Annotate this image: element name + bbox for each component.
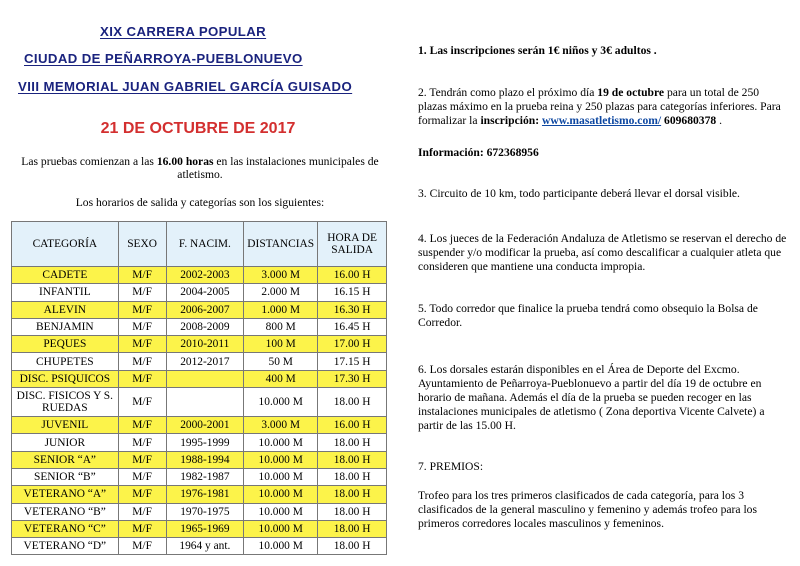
cell-distancia: 50 M xyxy=(244,353,318,370)
table-row xyxy=(12,486,387,503)
registration-link[interactable]: www.masatletismo.com/ xyxy=(541,114,662,127)
table-row xyxy=(12,284,387,301)
table-row xyxy=(12,434,387,451)
cell-fecha: 1995-1999 xyxy=(166,434,244,451)
cell-categoria: SENIOR “A” xyxy=(12,451,119,468)
cell-distancia: 3.000 M xyxy=(244,267,318,284)
table-row xyxy=(12,336,387,353)
cell-fecha: 2008-2009 xyxy=(166,318,244,335)
cell-hora: 18.00 H xyxy=(318,434,387,451)
rule2-end: . xyxy=(716,114,722,127)
cell-fecha xyxy=(166,388,244,417)
rule-bib-pickup: 6. Los dorsales estarán disponibles en el Área de Deporte del Excmo. Ayuntamiento de Peñarroya-Pueblonuevo a partir del día 19 de octubre en horario de mañana. Además el día de la prueba se pueden recoger en las instalaciones municipales de atletismo ( Zona deportiva Vicente Calvete) a partir de las 15.00 H. xyxy=(418,363,765,432)
prizes-text: Trofeo para los tres primeros clasificados de cada categoría, para los 3 clasificados de la general masculino y femenino y además trofeo para los primeros corredores locales masculinos y femeninos. xyxy=(418,489,757,530)
cell-distancia: 800 M xyxy=(244,318,318,335)
cell-hora: 17.00 H xyxy=(318,336,387,353)
rule-registration-fee: 1. Las inscripciones serán 1€ niños y 3€ adultos . xyxy=(418,44,657,57)
header-hora-salida: HORA DE SALIDA xyxy=(318,222,387,267)
cell-categoria: DISC. FISICOS Y S. RUEDAS xyxy=(12,388,119,417)
cell-categoria: INFANTIL xyxy=(12,284,119,301)
cell-distancia: 10.000 M xyxy=(244,538,318,555)
cell-fecha: 1982-1987 xyxy=(166,468,244,485)
cell-sexo: M/F xyxy=(118,353,166,370)
table-header-row xyxy=(12,222,387,267)
rule2-date: 19 de octubre xyxy=(597,86,665,99)
event-date: 21 DE OCTUBRE DE 2017 xyxy=(100,120,296,137)
cell-hora: 17.15 H xyxy=(318,353,387,370)
rules-column xyxy=(418,0,790,566)
cell-distancia: 10.000 M xyxy=(244,434,318,451)
cell-categoria: VETERANO “A” xyxy=(12,486,119,503)
info-phone: Información: 672368956 xyxy=(418,146,539,159)
cell-distancia: 10.000 M xyxy=(244,451,318,468)
rule2-mid: para un total de 250 plazas máximo en la prueba reina y 250 plazas para categorías inferiores. Para formalizar la xyxy=(418,86,781,127)
intro-text xyxy=(20,155,380,181)
cell-fecha: 2012-2017 xyxy=(166,353,244,370)
table-row xyxy=(12,451,387,468)
cell-fecha: 2010-2011 xyxy=(166,336,244,353)
rule2-inscripcion: inscripción: xyxy=(480,114,540,127)
rule-circuit: 3. Circuito de 10 km, todo participante deberá llevar el dorsal visible. xyxy=(418,187,740,200)
cell-distancia: 10.000 M xyxy=(244,468,318,485)
cell-distancia: 100 M xyxy=(244,336,318,353)
rule-prizes-heading: 7. PREMIOS: xyxy=(418,460,484,473)
table-row xyxy=(12,301,387,318)
cell-sexo: M/F xyxy=(118,468,166,485)
header-fecha-nacimiento: F. NACIM. xyxy=(166,222,244,267)
cell-distancia: 10.000 M xyxy=(244,503,318,520)
rule-runner-bag: 5. Todo corredor que finalice la prueba tendrá como obsequio la Bolsa de Corredor. xyxy=(418,302,758,329)
cell-sexo: M/F xyxy=(118,318,166,335)
cell-distancia: 10.000 M xyxy=(244,520,318,537)
cell-categoria: CADETE xyxy=(12,267,119,284)
table-row xyxy=(12,417,387,434)
cell-categoria: VETERANO “B” xyxy=(12,503,119,520)
cell-sexo: M/F xyxy=(118,370,166,387)
cell-categoria: VETERANO “C” xyxy=(12,520,119,537)
cell-categoria: BENJAMIN xyxy=(12,318,119,335)
cell-sexo: M/F xyxy=(118,486,166,503)
cell-hora: 18.00 H xyxy=(318,468,387,485)
table-row xyxy=(12,468,387,485)
cell-categoria: PEQUES xyxy=(12,336,119,353)
cell-hora: 18.00 H xyxy=(318,388,387,417)
cell-fecha: 1970-1975 xyxy=(166,503,244,520)
cell-categoria: DISC. PSIQUICOS xyxy=(12,370,119,387)
cell-fecha: 2002-2003 xyxy=(166,267,244,284)
cell-categoria: VETERANO “D” xyxy=(12,538,119,555)
cell-distancia: 3.000 M xyxy=(244,417,318,434)
cell-hora: 16.30 H xyxy=(318,301,387,318)
table-row xyxy=(12,267,387,284)
cell-hora: 18.00 H xyxy=(318,486,387,503)
cell-hora: 16.15 H xyxy=(318,284,387,301)
cell-fecha: 2004-2005 xyxy=(166,284,244,301)
cell-sexo: M/F xyxy=(118,520,166,537)
cell-hora: 18.00 H xyxy=(318,451,387,468)
cell-categoria: SENIOR “B” xyxy=(12,468,119,485)
table-row xyxy=(12,370,387,387)
cell-fecha: 1988-1994 xyxy=(166,451,244,468)
cell-categoria: CHUPETES xyxy=(12,353,119,370)
table-row xyxy=(12,318,387,335)
header-sexo: SEXO xyxy=(118,222,166,267)
cell-distancia: 400 M xyxy=(244,370,318,387)
cell-hora: 18.00 H xyxy=(318,503,387,520)
cell-distancia: 10.000 M xyxy=(244,486,318,503)
cell-sexo: M/F xyxy=(118,336,166,353)
cell-sexo: M/F xyxy=(118,503,166,520)
cell-hora: 16.00 H xyxy=(318,417,387,434)
table-row xyxy=(12,353,387,370)
event-city: CIUDAD DE PEÑARROYA-PUEBLONUEVO xyxy=(24,51,303,66)
rule-registration-deadline xyxy=(418,86,790,128)
cell-distancia: 1.000 M xyxy=(244,301,318,318)
table-row xyxy=(12,520,387,537)
cell-sexo: M/F xyxy=(118,417,166,434)
cell-sexo: M/F xyxy=(118,301,166,318)
intro-post: en las instalaciones municipales de atletismo. xyxy=(177,155,379,181)
cell-sexo: M/F xyxy=(118,267,166,284)
cell-fecha xyxy=(166,370,244,387)
event-title: XIX CARRERA POPULAR xyxy=(100,24,267,39)
table-row xyxy=(12,503,387,520)
cell-sexo: M/F xyxy=(118,538,166,555)
cell-hora: 16.45 H xyxy=(318,318,387,335)
schedule-subtitle: Los horarios de salida y categorías son los siguientes: xyxy=(75,196,325,209)
cell-hora: 18.00 H xyxy=(318,538,387,555)
cell-fecha: 1964 y ant. xyxy=(166,538,244,555)
cell-fecha: 2006-2007 xyxy=(166,301,244,318)
table-row xyxy=(12,538,387,555)
table-row xyxy=(12,388,387,417)
rule-judges: 4. Los jueces de la Federación Andaluza de Atletismo se reservan el derecho de suspender y/o modificar la prueba, así como descalificar a cualquier atleta que consideren que mantiene una conducta impropia. xyxy=(418,232,787,273)
cell-fecha: 1965-1969 xyxy=(166,520,244,537)
cell-sexo: M/F xyxy=(118,451,166,468)
cell-sexo: M/F xyxy=(118,284,166,301)
intro-time: 16.00 horas xyxy=(156,155,214,168)
cell-categoria: ALEVIN xyxy=(12,301,119,318)
header-categoria: CATEGORÍA xyxy=(12,222,119,267)
cell-fecha: 2000-2001 xyxy=(166,417,244,434)
cell-hora: 18.00 H xyxy=(318,520,387,537)
cell-sexo: M/F xyxy=(118,434,166,451)
cell-distancia: 10.000 M xyxy=(244,388,318,417)
cell-distancia: 2.000 M xyxy=(244,284,318,301)
cell-categoria: JUNIOR xyxy=(12,434,119,451)
header-distancias: DISTANCIAS xyxy=(244,222,318,267)
cell-categoria: JUVENIL xyxy=(12,417,119,434)
cell-sexo: M/F xyxy=(118,388,166,417)
cell-hora: 16.00 H xyxy=(318,267,387,284)
rule2-pre: 2. Tendrán como plazo el próximo día xyxy=(418,86,598,99)
categories-table xyxy=(11,221,387,555)
intro-pre: Las pruebas comienzan a las xyxy=(21,155,157,168)
cell-fecha: 1976-1981 xyxy=(166,486,244,503)
cell-hora: 17.30 H xyxy=(318,370,387,387)
event-memorial: VIII MEMORIAL JUAN GABRIEL GARCÍA GUISADO xyxy=(18,79,353,94)
rule2-phone: 609680378 xyxy=(661,114,717,127)
